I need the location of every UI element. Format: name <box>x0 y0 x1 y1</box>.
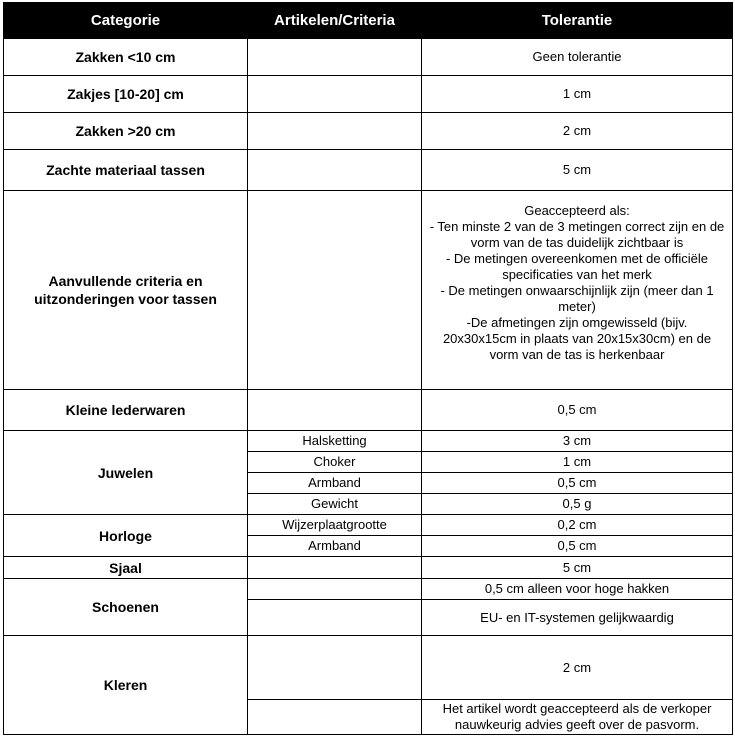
category-cell: Horloge <box>4 515 248 557</box>
tolerance-cell: 0,5 cm <box>422 536 733 557</box>
table-row <box>4 113 733 150</box>
tolerance-cell <box>422 191 733 390</box>
criteria-line: Geaccepteerd als: <box>524 203 630 218</box>
items-cell <box>248 390 422 431</box>
tolerance-cell: 2 cm <box>422 636 733 700</box>
category-cell: Zakken >20 cm <box>4 113 248 150</box>
table-row <box>4 431 733 452</box>
tolerance-cell <box>422 700 733 735</box>
tolerance-cell: 0,5 cm <box>422 390 733 431</box>
items-cell: Armband <box>248 536 422 557</box>
header-category: Categorie <box>4 3 248 39</box>
tolerance-cell: 3 cm <box>422 431 733 452</box>
category-cell: Sjaal <box>4 557 248 579</box>
items-cell: Wijzerplaatgrootte <box>248 515 422 536</box>
table-row <box>4 390 733 431</box>
table-row <box>4 636 733 700</box>
note-line: nauwkeurig advies geeft over de pasvorm. <box>454 717 700 732</box>
items-cell: Choker <box>248 452 422 473</box>
category-cell: Zakken <10 cm <box>4 39 248 76</box>
tolerance-cell: 0,2 cm <box>422 515 733 536</box>
category-cell: Kleren <box>4 636 248 735</box>
table-row <box>4 579 733 600</box>
tolerance-cell: 5 cm <box>422 150 733 191</box>
table-row <box>4 557 733 579</box>
table-row <box>4 191 733 390</box>
criteria-line: - Ten minste 2 van de 3 metingen correct zijn en de <box>429 219 725 234</box>
tolerance-cell: 1 cm <box>422 452 733 473</box>
criteria-line: - De metingen overeenkomen met de officiële <box>445 251 709 266</box>
tolerance-cell: 0,5 g <box>422 494 733 515</box>
tolerance-cell: Geen tolerantie <box>422 39 733 76</box>
category-cell <box>4 191 248 390</box>
items-cell <box>248 700 422 735</box>
criteria-line: specificaties van het merk <box>502 267 652 282</box>
tolerance-table <box>3 2 733 735</box>
category-cell: Juwelen <box>4 431 248 515</box>
tolerance-cell: 0,5 cm alleen voor hoge hakken <box>422 579 733 600</box>
tolerance-cell: 5 cm <box>422 557 733 579</box>
category-cell: Schoenen <box>4 579 248 636</box>
table-row <box>4 39 733 76</box>
category-cell: Zachte materiaal tassen <box>4 150 248 191</box>
table-row <box>4 515 733 536</box>
items-cell: Gewicht <box>248 494 422 515</box>
header-row <box>4 3 733 39</box>
header-items: Artikelen/Criteria <box>248 3 422 39</box>
items-cell <box>248 39 422 76</box>
items-cell <box>248 600 422 636</box>
criteria-line: vorm van de tas duidelijk zichtbaar is <box>470 235 684 250</box>
tolerance-cell: EU- en IT-systemen gelijkwaardig <box>422 600 733 636</box>
header-tolerance: Tolerantie <box>422 3 733 39</box>
tolerance-cell: 0,5 cm <box>422 473 733 494</box>
criteria-line: 20x30x15cm in plaats van 20x15x30cm) en de <box>442 331 712 346</box>
tolerance-cell: 1 cm <box>422 76 733 113</box>
items-cell: Armband <box>248 473 422 494</box>
tolerance-cell: 2 cm <box>422 113 733 150</box>
note-line: Het artikel wordt geaccepteerd als de verkoper <box>442 701 712 716</box>
criteria-line: -De afmetingen zijn omgewisseld (bijv. <box>466 315 688 330</box>
items-cell <box>248 76 422 113</box>
items-cell <box>248 557 422 579</box>
table-row <box>4 76 733 113</box>
items-cell <box>248 150 422 191</box>
category-line: uitzonderingen voor tassen <box>34 291 217 307</box>
category-cell: Kleine lederwaren <box>4 390 248 431</box>
criteria-line: meter) <box>558 299 596 314</box>
items-cell <box>248 191 422 390</box>
category-line: Aanvullende criteria en <box>48 273 203 289</box>
criteria-line: - De metingen onwaarschijnlijk zijn (meer dan 1 <box>440 283 714 298</box>
table-row <box>4 150 733 191</box>
items-cell <box>248 636 422 700</box>
category-cell: Zakjes [10-20] cm <box>4 76 248 113</box>
criteria-line: vorm van de tas is herkenbaar <box>489 347 665 362</box>
items-cell <box>248 579 422 600</box>
items-cell <box>248 113 422 150</box>
items-cell: Halsketting <box>248 431 422 452</box>
